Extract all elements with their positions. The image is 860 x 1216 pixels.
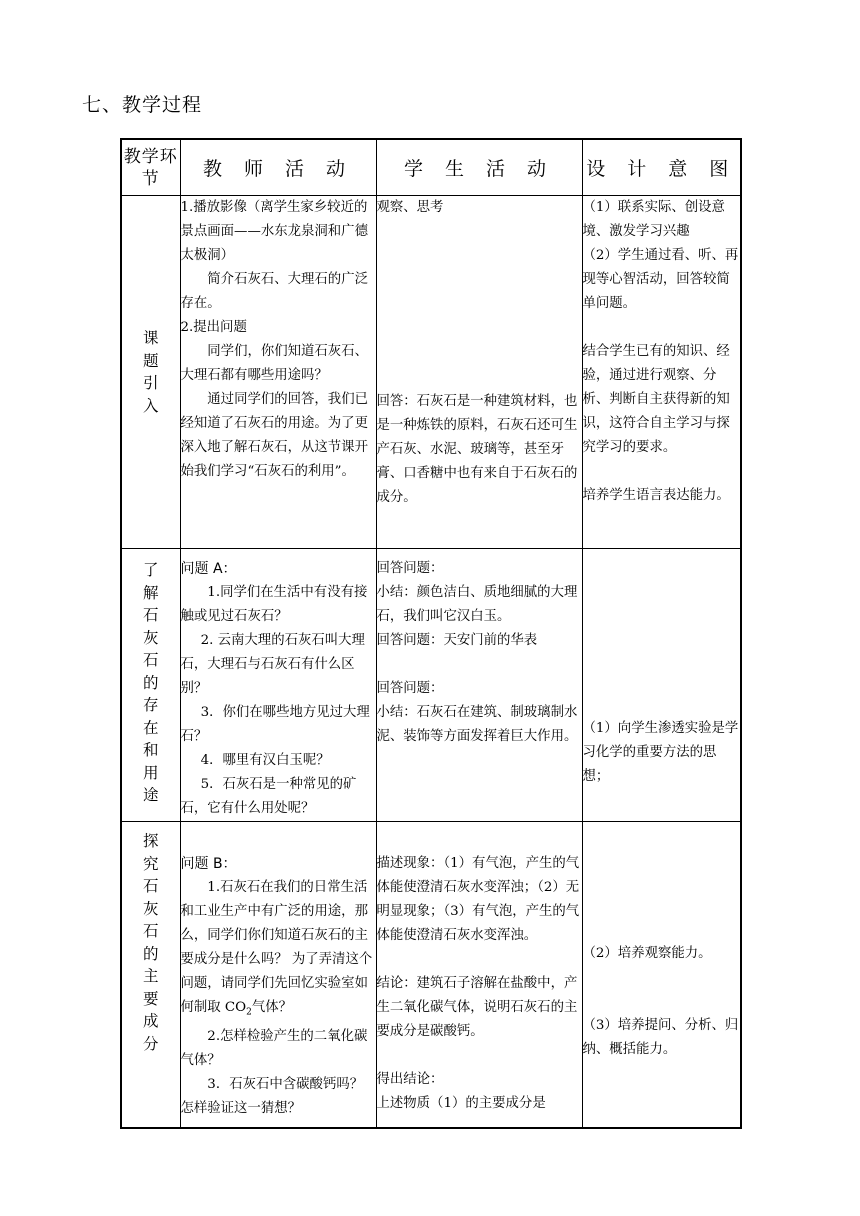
student-line: 观察、思考 bbox=[376, 200, 444, 215]
student-line: 得出结论： bbox=[376, 1072, 444, 1087]
student-cell bbox=[376, 822, 582, 1128]
teacher-line: 5．石灰石是一种常见的矿石，它有什么用处呢？ bbox=[180, 777, 357, 816]
segment-label: 探 究 石 灰 石 的 主 要 成 分 bbox=[142, 832, 159, 1053]
student-cell bbox=[376, 196, 582, 549]
student-line: 回答：石灰石是一种建筑材料，也是一种炼铁的原料，石灰石还可生产石灰、水泥、玻璃等，甚至牙膏、口香糖中也有来自于石灰石的成分。 bbox=[376, 394, 578, 505]
segment-cell bbox=[121, 196, 180, 549]
teacher-cell bbox=[180, 196, 376, 549]
segment-label: 课 题 引 入 bbox=[142, 329, 159, 415]
student-line: 回答问题： bbox=[376, 561, 444, 576]
teacher-line: 3．你们在哪些地方见过大理石？ bbox=[180, 705, 370, 744]
subscript: 2 bbox=[246, 1007, 252, 1018]
teacher-line: 问题 B： bbox=[180, 856, 237, 872]
teacher-text: 1.石灰石在我们的日常生活和工业生产中有广泛的用途，那么，同学们你们知道石灰石的主要成分是什么吗？ 为了弄清这个问题，请同学们先回忆实验室如何制取 CO bbox=[180, 880, 373, 1015]
header-student: 学 生 活 动 bbox=[376, 139, 582, 196]
teacher-line: 3．石灰石中含碳酸钙吗？怎样验证这一猜想？ bbox=[180, 1076, 364, 1116]
teacher-cell bbox=[180, 822, 376, 1128]
segment-cell bbox=[121, 549, 180, 822]
table-header-row bbox=[121, 139, 741, 196]
intent-line: （2）培养观察能力。 bbox=[582, 946, 712, 961]
intent-line: （3）培养提问、分析、归纳、概括能力。 bbox=[582, 1018, 739, 1057]
intent-cell bbox=[582, 549, 741, 822]
intent-line: 结合学生已有的知识、经验，通过进行观察、分析、判断自主获得新的知识，这符合自主学习与探究学习的要求。 bbox=[582, 344, 730, 455]
teacher-line: 简介石灰石、大理石的广泛存在。 bbox=[180, 272, 368, 311]
intent-line: 培养学生语言表达能力。 bbox=[582, 488, 730, 503]
intent-cell bbox=[582, 196, 741, 549]
teacher-line: 同学们，你们知道石灰石、大理石都有哪些用途吗？ bbox=[180, 344, 368, 383]
student-line: 小结：石灰石在建筑、制玻璃制水泥、装饰等方面发挥着巨大作用。 bbox=[376, 705, 578, 744]
teacher-line: 1.播放影像（离学生家乡较近的景点画面——水东龙泉洞和广德太极洞） bbox=[180, 200, 368, 263]
intent-line: （1）联系实际、创设意境、激发学习兴趣 bbox=[582, 200, 725, 239]
student-line: 上述物质（1）的主要成分是 bbox=[376, 1096, 546, 1111]
teacher-line bbox=[181, 876, 376, 1025]
teacher-line: 问题 A： bbox=[180, 561, 237, 577]
segment-cell bbox=[121, 822, 180, 1128]
student-cell bbox=[376, 549, 582, 822]
student-line: 回答问题： bbox=[376, 681, 444, 696]
teaching-process-table bbox=[120, 138, 742, 1129]
teacher-line: 2. 云南大理的石灰石叫大理石，大理石与石灰石有什么区别？ bbox=[180, 633, 365, 696]
table-row bbox=[121, 822, 741, 1128]
student-line: 小结：颜色洁白、质地细腻的大理石，我们叫它汉白玉。 bbox=[376, 585, 578, 624]
header-teacher: 教 师 活 动 bbox=[180, 139, 376, 196]
teacher-line: 4．哪里有汉白玉呢？ bbox=[200, 753, 330, 768]
intent-line: （1）向学生渗透实验是学习化学的重要方法的思想； bbox=[582, 721, 739, 784]
segment-label: 了 解 石 灰 石 的 存 在 和 用 途 bbox=[142, 561, 159, 804]
teacher-line: 通过同学们的回答，我们已经知道了石灰石的用途。为了更深入地了解石灰石，从这节课开始我们学习“石灰石的利用”。 bbox=[180, 392, 368, 479]
teacher-line: 1.同学们在生活中有没有接触或见过石灰石？ bbox=[180, 585, 368, 624]
teacher-cell bbox=[180, 549, 376, 822]
teacher-line: 2.怎样检验产生的二氧化碳气体？ bbox=[180, 1028, 368, 1068]
table-row bbox=[121, 196, 741, 549]
intent-line: （2）学生通过看、听、再现等心智活动，回答较简单问题。 bbox=[582, 248, 739, 311]
table-row bbox=[121, 549, 741, 822]
teacher-line: 2.提出问题 bbox=[180, 320, 247, 335]
header-intent: 设 计 意 图 bbox=[582, 139, 741, 196]
teacher-text: 气体？ bbox=[251, 1000, 293, 1015]
header-segment: 教学环节 bbox=[121, 139, 180, 196]
intent-cell bbox=[582, 822, 741, 1128]
student-line: 结论：建筑石子溶解在盐酸中，产生二氧化碳气体，说明石灰石的主要成分是碳酸钙。 bbox=[376, 976, 578, 1039]
student-line: 描述现象：（1）有气泡，产生的气体能使澄清石灰水变浑浊；（2）无明显现象；（3）有气泡，产生的气体能使澄清石灰水变浑浊。 bbox=[376, 856, 580, 943]
section-heading: 七、教学过程 bbox=[82, 94, 203, 116]
student-line: 回答问题：天安门前的华表 bbox=[376, 633, 538, 648]
